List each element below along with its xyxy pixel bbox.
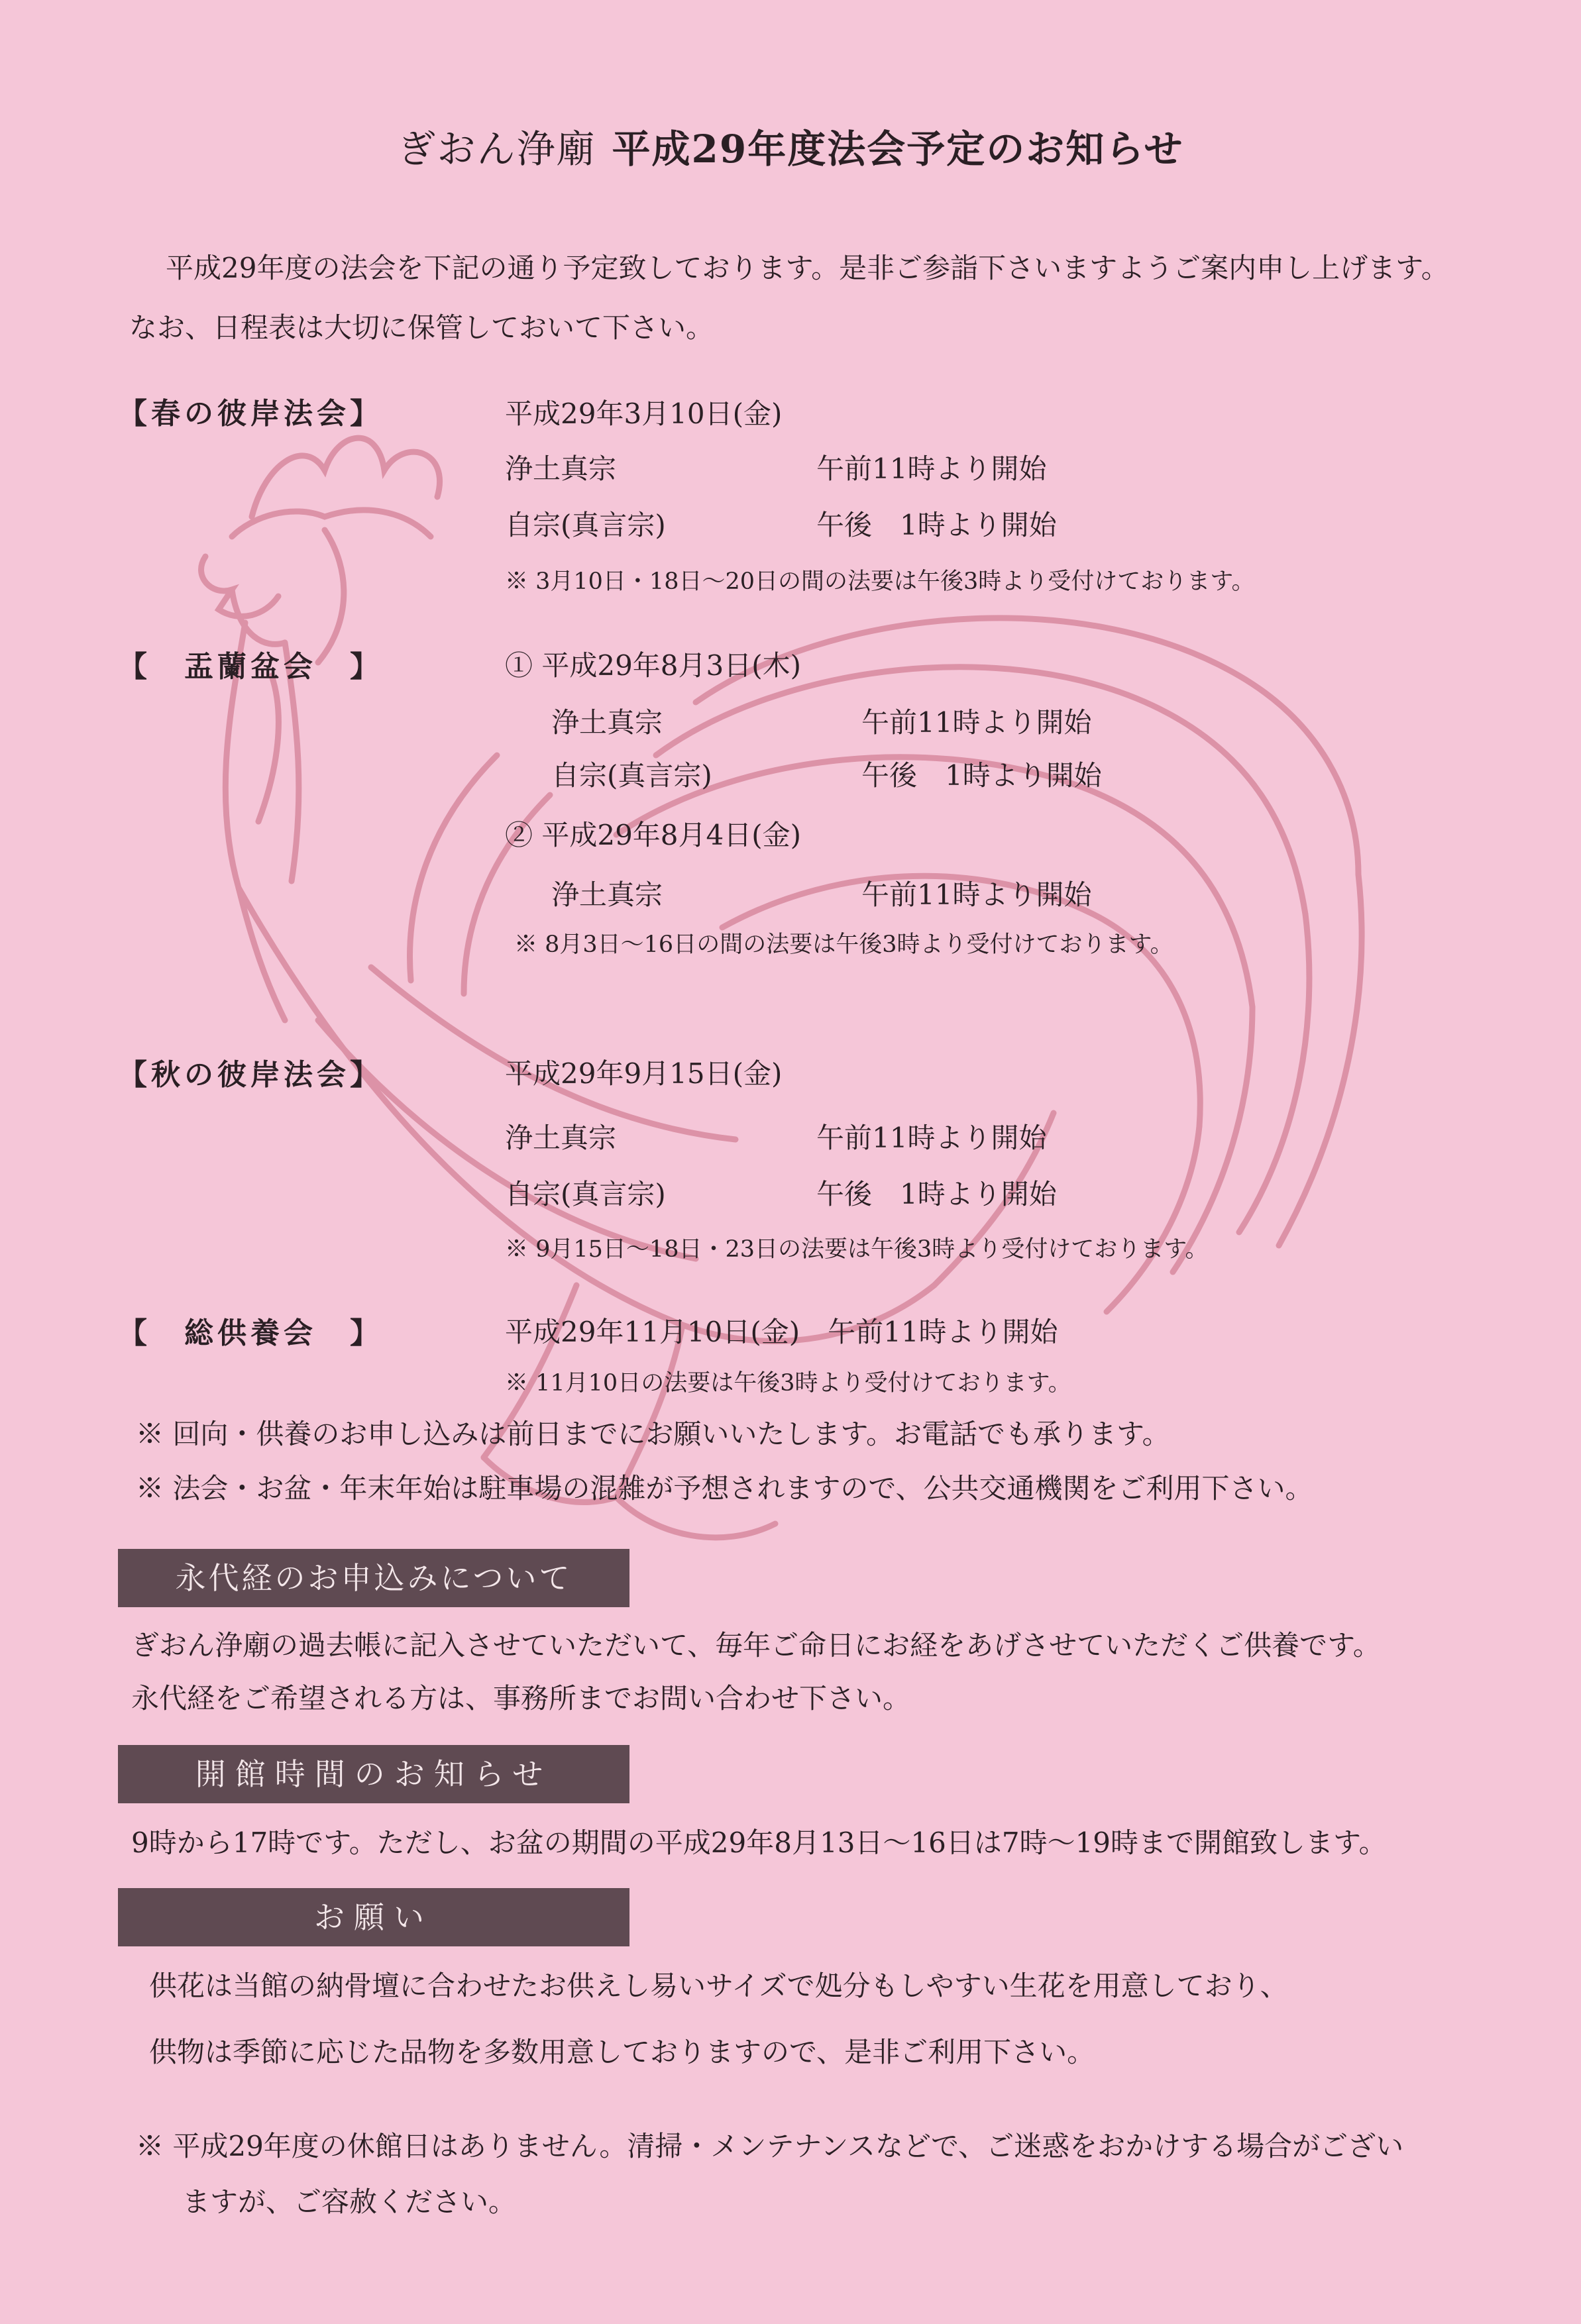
obon-note: ※ 8月3日～16日の間の法要は午後3時より受付けております。 — [514, 931, 1173, 958]
obon-row-1-sect: 浄土真宗 — [551, 706, 663, 739]
obon-heading: 【 盂蘭盆会 】 — [118, 650, 383, 684]
spring-row-1-time: 午前11時より開始 — [816, 452, 1047, 485]
temple-name: ぎおん浄廟 — [397, 127, 596, 172]
intro-text — [129, 238, 1547, 358]
closing-line-1: ※ 平成29年度の休館日はありません。清掃・メンテナンスなどで、ご迷惑をおかけする場合がござい — [136, 2130, 1404, 2162]
request-line-2: 供物は季節に応じた品物を多数用意しておりますので、是非ご利用下さい。 — [149, 2036, 1095, 2068]
eitai-line-2: 永代経をご希望される方は、事務所までお問い合わせ下さい。 — [131, 1682, 911, 1715]
spring-row-2-time: 午後 1時より開始 — [816, 509, 1057, 541]
autumn-date: 平成29年9月15日(金) — [505, 1057, 783, 1090]
spring-heading: 【春の彼岸法会】 — [118, 397, 383, 431]
title-main: 平成29年度法会予定のお知らせ — [612, 127, 1184, 172]
eitai-section-label: 永代経のお申込みについて — [118, 1549, 629, 1607]
obon-row-2-time: 午後 1時より開始 — [861, 759, 1102, 792]
request-line-1: 供花は当館の納骨壇に合わせたお供えし易いサイズで処分もしやすい生花を用意しており、 — [149, 1970, 1288, 2002]
hours-line-1: 9時から17時です。ただし、お盆の期間の平成29年8月13日～16日は7時～19時まで開館致します。 — [131, 1826, 1387, 1859]
spring-row-1-sect: 浄土真宗 — [505, 452, 617, 485]
autumn-note: ※ 9月15日～18日・23日の法要は午後3時より受付けております。 — [505, 1236, 1209, 1263]
obon-date-1: ① 平成29年8月3日(木) — [505, 649, 802, 682]
obon-row-3-sect: 浄土真宗 — [551, 878, 663, 911]
obon-row-1-time: 午前11時より開始 — [861, 706, 1092, 739]
hours-section-label: 開館時間のお知らせ — [118, 1745, 629, 1803]
autumn-row-2-time: 午後 1時より開始 — [816, 1178, 1057, 1210]
note-reservation: ※ 回向・供養のお申し込みは前日までにお願いいたします。お電話でも承ります。 — [136, 1418, 1170, 1450]
autumn-row-2-sect: 自宗(真言宗) — [505, 1178, 666, 1210]
obon-date-2: ② 平成29年8月4日(金) — [505, 819, 802, 851]
autumn-row-1-time: 午前11時より開始 — [816, 1122, 1047, 1154]
note-parking: ※ 法会・お盆・年末年始は駐車場の混雑が予想されますので、公共交通機関をご利用下さい。 — [136, 1472, 1313, 1505]
intro-line-2: なお、日程表は大切に保管しておいて下さい。 — [129, 311, 714, 344]
page-title — [0, 118, 1581, 174]
spring-date: 平成29年3月10日(金) — [505, 397, 783, 430]
intro-line-1: 平成29年度の法会を下記の通り予定致しております。是非ご参詣下さいますようご案内申し上げます。 — [166, 252, 1449, 284]
closing-line-2: ますが、ご容赦ください。 — [182, 2186, 517, 2218]
obon-row-3-time: 午前11時より開始 — [861, 878, 1092, 911]
general-heading: 【 総供養会 】 — [118, 1316, 383, 1350]
eitai-line-1: ぎおん浄廟の過去帳に記入させていただいて、毎年ご命日にお経をあげさせていただくご供養です。 — [131, 1629, 1381, 1662]
obon-row-2-sect: 自宗(真言宗) — [551, 759, 712, 792]
general-note: ※ 11月10日の法要は午後3時より受付けております。 — [505, 1370, 1071, 1397]
autumn-row-1-sect: 浄土真宗 — [505, 1122, 617, 1154]
spring-row-2-sect: 自宗(真言宗) — [505, 509, 666, 541]
rooster-illustration — [152, 424, 1445, 1650]
request-section-label: お願い — [118, 1888, 629, 1946]
general-date: 平成29年11月10日(金) 午前11時より開始 — [505, 1316, 1058, 1348]
autumn-heading: 【秋の彼岸法会】 — [118, 1058, 383, 1092]
spring-note: ※ 3月10日・18日～20日の間の法要は午後3時より受付けております。 — [505, 568, 1255, 595]
